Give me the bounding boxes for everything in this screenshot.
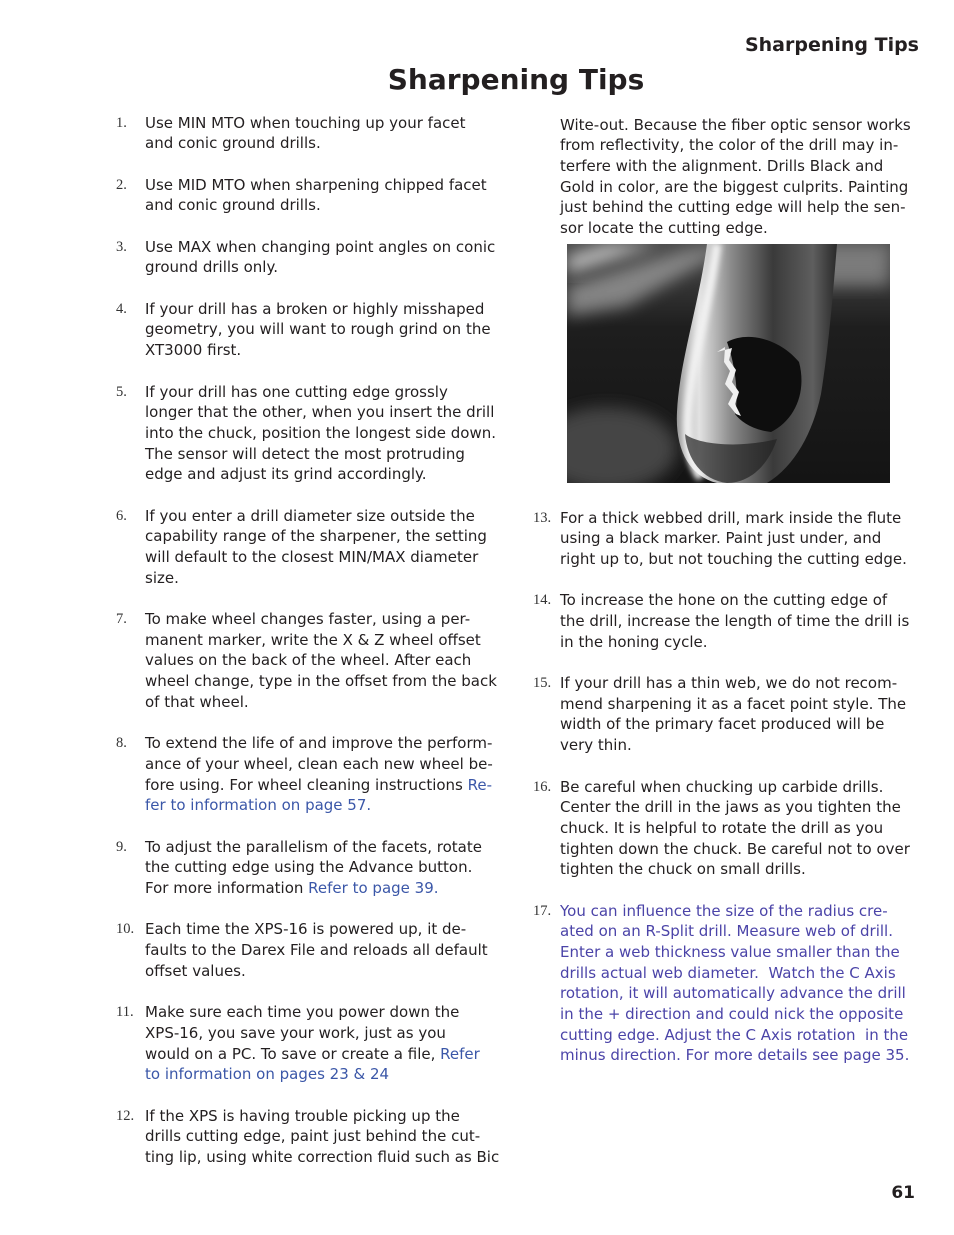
text-line: the drill, increase the length of time the drill is bbox=[560, 612, 910, 631]
text-line: in the + direction and could nick the opposite bbox=[560, 1005, 904, 1024]
item-number: 12. bbox=[116, 1107, 135, 1124]
text-line: If your drill has a broken or highly misshaped bbox=[145, 299, 485, 318]
item-number: 2. bbox=[116, 176, 127, 193]
text-line: faults to the Darex File and reloads all default bbox=[145, 941, 488, 960]
page-57-reference-link[interactable]: fer to information on page 57. bbox=[145, 796, 372, 815]
list-item bbox=[116, 919, 516, 981]
item-text bbox=[116, 733, 516, 816]
page-57-reference-link[interactable]: Re- bbox=[467, 775, 493, 794]
item-text bbox=[116, 1106, 516, 1168]
item-number: 13. bbox=[533, 509, 552, 526]
item-text bbox=[116, 506, 516, 589]
page-39-reference-link[interactable]: Refer to page 39. bbox=[308, 879, 439, 898]
text-line bbox=[145, 775, 516, 796]
item-text bbox=[533, 673, 933, 756]
text-line: tighten down the chuck. Be careful not to over bbox=[560, 839, 910, 858]
text-line: To increase the hone on the cutting edge of bbox=[560, 591, 888, 610]
list-item bbox=[533, 590, 933, 652]
text-line: width of the primary facet produced will be bbox=[560, 715, 885, 734]
list-item bbox=[533, 777, 933, 880]
item-number: 5. bbox=[116, 383, 127, 400]
page-number: 61 bbox=[891, 1183, 915, 1203]
text-line bbox=[145, 1044, 516, 1065]
text-line: wheel change, type in the offset from the back bbox=[145, 672, 497, 691]
text-line: size. bbox=[145, 568, 179, 587]
list-item bbox=[116, 237, 516, 278]
item-number: 7. bbox=[116, 611, 127, 628]
text-line: tighten the chuck on small drills. bbox=[560, 860, 806, 879]
text-line: longer that the other, when you insert the drill bbox=[145, 403, 495, 422]
text-line: into the chuck, position the longest side down. bbox=[145, 423, 496, 442]
text-line: Use MIN MTO when touching up your facet bbox=[145, 113, 466, 132]
list-item bbox=[116, 609, 516, 712]
text-line bbox=[145, 795, 516, 816]
item-number: 15. bbox=[533, 675, 552, 692]
text-line: Wite-out. Because the fiber optic sensor works bbox=[560, 115, 911, 134]
left-column bbox=[116, 113, 516, 1189]
text-line: Use MID MTO when sharpening chipped facet bbox=[145, 175, 487, 194]
list-item bbox=[533, 508, 933, 570]
text-line: and conic ground drills. bbox=[145, 196, 321, 215]
item-number: 3. bbox=[116, 238, 127, 255]
item-text bbox=[116, 837, 516, 899]
item-text bbox=[116, 1002, 516, 1085]
pages-23-24-reference-link[interactable]: Refer bbox=[440, 1044, 480, 1063]
text-line: drills actual web diameter. Watch the C Axis bbox=[560, 963, 896, 982]
item-text bbox=[116, 609, 516, 712]
text-line: If your drill has one cutting edge grossly bbox=[145, 382, 448, 401]
item-text bbox=[533, 901, 933, 1067]
text-line: terfere with the alignment. Drills Black and bbox=[560, 156, 884, 175]
text-line: offset values. bbox=[145, 961, 246, 980]
list-item bbox=[116, 299, 516, 361]
text-line: If you enter a drill diameter size outside the bbox=[145, 506, 475, 525]
item-text bbox=[116, 113, 516, 154]
item-text bbox=[533, 508, 933, 570]
list-item bbox=[116, 382, 516, 485]
drill-photo bbox=[567, 244, 890, 483]
text-line: rotation, it will automatically advance the drill bbox=[560, 984, 906, 1003]
text-line: Be careful when chucking up carbide drills. bbox=[560, 777, 884, 796]
text-line: ground drills only. bbox=[145, 258, 278, 277]
text-line: manent marker, write the X & Z wheel offset bbox=[145, 630, 481, 649]
text-line: very thin. bbox=[560, 736, 632, 755]
text-line: in the honing cycle. bbox=[560, 632, 708, 651]
text-line: using a black marker. Paint just under, and bbox=[560, 529, 882, 548]
item-text bbox=[116, 299, 516, 361]
item-number: 11. bbox=[116, 1004, 134, 1021]
text-line: right up to, but not touching the cutting edge. bbox=[560, 549, 907, 568]
text-line: and conic ground drills. bbox=[145, 134, 321, 153]
text-line: the cutting edge using the Advance button. bbox=[145, 858, 473, 877]
text-segment: fore using. For wheel cleaning instructions bbox=[145, 775, 468, 794]
text-line: To make wheel changes faster, using a per- bbox=[145, 610, 471, 629]
text-line: Each time the XPS-16 is powered up, it de- bbox=[145, 920, 467, 939]
running-header-title: Sharpening Tips bbox=[744, 34, 919, 56]
text-line: just behind the cutting edge will help the sen- bbox=[560, 198, 906, 217]
item-text bbox=[116, 237, 516, 278]
text-line: minus direction. For more details see page 35. bbox=[560, 1046, 910, 1065]
text-line: Gold in color, are the biggest culprits. Painting bbox=[560, 177, 909, 196]
item-number: 4. bbox=[116, 300, 127, 317]
text-segment: would on a PC. To save or create a file, bbox=[145, 1044, 441, 1063]
list-item bbox=[533, 673, 933, 756]
text-line: Enter a web thickness value smaller than the bbox=[560, 943, 900, 962]
text-line bbox=[145, 878, 516, 899]
item-text bbox=[533, 777, 933, 880]
text-line: To extend the life of and improve the perform- bbox=[145, 734, 493, 753]
text-line: chuck. It is helpful to rotate the drill as you bbox=[560, 818, 884, 837]
list-item bbox=[116, 1002, 516, 1085]
text-line bbox=[145, 1064, 516, 1085]
item-number: 17. bbox=[533, 902, 552, 919]
list-item bbox=[116, 837, 516, 899]
item-text bbox=[116, 919, 516, 981]
text-line: ated on an R-Split drill. Measure web of drill. bbox=[560, 922, 893, 941]
text-line: If your drill has a thin web, we do not recom- bbox=[560, 674, 898, 693]
item-text bbox=[116, 382, 516, 485]
list-item bbox=[116, 733, 516, 816]
text-line: from reflectivity, the color of the drill may in- bbox=[560, 136, 899, 155]
item-number: 16. bbox=[533, 778, 552, 795]
item-text bbox=[116, 175, 516, 216]
text-line: XT3000 first. bbox=[145, 341, 242, 360]
item-number: 9. bbox=[116, 838, 127, 855]
text-line: Use MAX when changing point angles on conic bbox=[145, 237, 496, 256]
text-line: For a thick webbed drill, mark inside the flute bbox=[560, 508, 902, 527]
item-number: 14. bbox=[533, 592, 552, 609]
text-line: Center the drill in the jaws as you tighten the bbox=[560, 798, 901, 817]
text-line: XPS-16, you save your work, just as you bbox=[145, 1023, 446, 1042]
text-line: capability range of the sharpener, the setting bbox=[145, 527, 487, 546]
item-number: 10. bbox=[116, 921, 135, 938]
list-item bbox=[116, 506, 516, 589]
list-item bbox=[116, 113, 516, 154]
text-line: will default to the closest MIN/MAX diameter bbox=[145, 548, 479, 567]
item-number: 1. bbox=[116, 114, 127, 131]
text-line: geometry, you will want to rough grind on the bbox=[145, 320, 491, 339]
text-line: edge and adjust its grind accordingly. bbox=[145, 465, 427, 484]
text-line: values on the back of the wheel. After each bbox=[145, 651, 472, 670]
text-line: ance of your wheel, clean each new wheel be- bbox=[145, 754, 493, 773]
text-line: ting lip, using white correction fluid such as Bic bbox=[145, 1147, 500, 1166]
pages-23-24-reference-link[interactable]: to information on pages 23 & 24 bbox=[145, 1065, 390, 1084]
list-item bbox=[116, 175, 516, 216]
list-item bbox=[116, 1106, 516, 1168]
text-line: of that wheel. bbox=[145, 692, 249, 711]
text-line: Make sure each time you power down the bbox=[145, 1003, 460, 1022]
text-line: To adjust the parallelism of the facets, rotate bbox=[145, 837, 482, 856]
text-line: cutting edge. Adjust the C Axis rotation in the bbox=[560, 1025, 909, 1044]
item-text bbox=[533, 590, 933, 652]
text-segment: For more information bbox=[145, 879, 309, 898]
list-item-highlighted bbox=[533, 901, 933, 1067]
page-title: Sharpening Tips bbox=[387, 63, 645, 96]
text-line: If the XPS is having trouble picking up the bbox=[145, 1106, 460, 1125]
text-line: The sensor will detect the most protruding bbox=[145, 444, 465, 463]
item-number: 8. bbox=[116, 735, 127, 752]
item-12-continuation bbox=[560, 115, 940, 239]
text-line: drills cutting edge, paint just behind the cut- bbox=[145, 1127, 481, 1146]
item-number: 6. bbox=[116, 507, 127, 524]
right-column bbox=[533, 508, 933, 1087]
text-line: mend sharpening it as a facet point style. The bbox=[560, 694, 907, 713]
text-line: sor locate the cutting edge. bbox=[560, 218, 768, 237]
text-line: You can influence the size of the radius cre- bbox=[560, 901, 888, 920]
